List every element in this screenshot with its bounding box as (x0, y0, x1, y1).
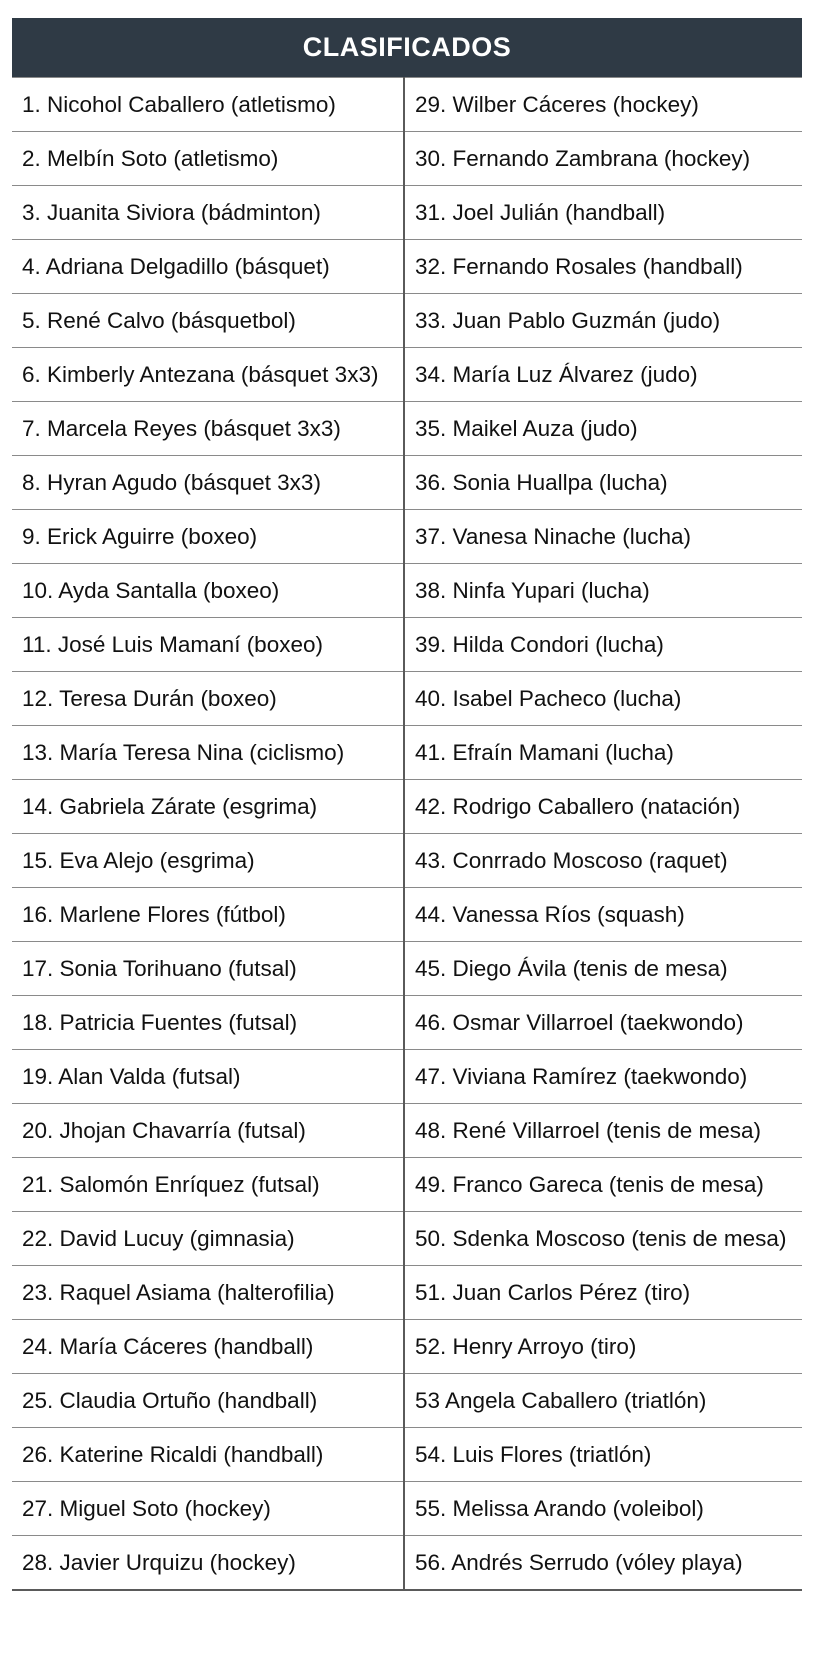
table-cell-left: 5. René Calvo (básquetbol) (12, 293, 404, 347)
table-cell-left: 11. José Luis Mamaní (boxeo) (12, 617, 404, 671)
table-cell-left: 2. Melbín Soto (atletismo) (12, 131, 404, 185)
table-cell-left: 12. Teresa Durán (boxeo) (12, 671, 404, 725)
table-body (12, 77, 802, 1591)
table-cell-left: 20. Jhojan Chavarría (futsal) (12, 1103, 404, 1157)
classified-table (12, 18, 802, 1591)
table-cell-left: 13. María Teresa Nina (ciclismo) (12, 725, 404, 779)
table-cell-left: 19. Alan Valda (futsal) (12, 1049, 404, 1103)
table-cell-right: 35. Maikel Auza (judo) (404, 401, 802, 455)
table-cell-right: 53 Angela Caballero (triatlón) (404, 1373, 802, 1427)
table-cell-right: 55. Melissa Arando (voleibol) (404, 1481, 802, 1535)
table-header (12, 18, 802, 77)
table-cell-left: 24. María Cáceres (handball) (12, 1319, 404, 1373)
table-cell-left: 25. Claudia Ortuño (handball) (12, 1373, 404, 1427)
table-cell-right: 48. René Villarroel (tenis de mesa) (404, 1103, 802, 1157)
table-cell-right: 44. Vanessa Ríos (squash) (404, 887, 802, 941)
table-cell-left: 18. Patricia Fuentes (futsal) (12, 995, 404, 1049)
table-cell-left: 16. Marlene Flores (fútbol) (12, 887, 404, 941)
table-cell-left: 3. Juanita Siviora (bádminton) (12, 185, 404, 239)
table-cell-right: 41. Efraín Mamani (lucha) (404, 725, 802, 779)
table-cell-right: 37. Vanesa Ninache (lucha) (404, 509, 802, 563)
table-cell-right: 56. Andrés Serrudo (vóley playa) (404, 1535, 802, 1589)
table-cell-right: 46. Osmar Villarroel (taekwondo) (404, 995, 802, 1049)
table-title: CLASIFICADOS (302, 32, 512, 62)
table-cell-left: 1. Nicohol Caballero (atletismo) (12, 77, 404, 131)
table-cell-right: 31. Joel Julián (handball) (404, 185, 802, 239)
table-cell-left: 14. Gabriela Zárate (esgrima) (12, 779, 404, 833)
table-cell-right: 52. Henry Arroyo (tiro) (404, 1319, 802, 1373)
table-cell-right: 54. Luis Flores (triatlón) (404, 1427, 802, 1481)
table-cell-left: 21. Salomón Enríquez (futsal) (12, 1157, 404, 1211)
table-cell-right: 33. Juan Pablo Guzmán (judo) (404, 293, 802, 347)
table-cell-left: 15. Eva Alejo (esgrima) (12, 833, 404, 887)
table-cell-right: 29. Wilber Cáceres (hockey) (404, 77, 802, 131)
table-cell-right: 32. Fernando Rosales (handball) (404, 239, 802, 293)
table-cell-right: 47. Viviana Ramírez (taekwondo) (404, 1049, 802, 1103)
table-cell-right: 51. Juan Carlos Pérez (tiro) (404, 1265, 802, 1319)
table-cell-left: 9. Erick Aguirre (boxeo) (12, 509, 404, 563)
table-cell-left: 27. Miguel Soto (hockey) (12, 1481, 404, 1535)
table-cell-left: 10. Ayda Santalla (boxeo) (12, 563, 404, 617)
table-cell-left: 17. Sonia Torihuano (futsal) (12, 941, 404, 995)
table-cell-left: 7. Marcela Reyes (básquet 3x3) (12, 401, 404, 455)
table-cell-left: 4. Adriana Delgadillo (básquet) (12, 239, 404, 293)
table-cell-right: 50. Sdenka Moscoso (tenis de mesa) (404, 1211, 802, 1265)
table-cell-right: 34. María Luz Álvarez (judo) (404, 347, 802, 401)
table-cell-left: 22. David Lucuy (gimnasia) (12, 1211, 404, 1265)
table-cell-right: 36. Sonia Huallpa (lucha) (404, 455, 802, 509)
table-cell-right: 30. Fernando Zambrana (hockey) (404, 131, 802, 185)
table-cell-right: 43. Conrrado Moscoso (raquet) (404, 833, 802, 887)
table-cell-left: 6. Kimberly Antezana (básquet 3x3) (12, 347, 404, 401)
table-cell-right: 45. Diego Ávila (tenis de mesa) (404, 941, 802, 995)
table-cell-left: 23. Raquel Asiama (halterofilia) (12, 1265, 404, 1319)
table-cell-right: 49. Franco Gareca (tenis de mesa) (404, 1157, 802, 1211)
table-cell-left: 26. Katerine Ricaldi (handball) (12, 1427, 404, 1481)
table-cell-right: 40. Isabel Pacheco (lucha) (404, 671, 802, 725)
table-cell-left: 8. Hyran Agudo (básquet 3x3) (12, 455, 404, 509)
table-cell-right: 42. Rodrigo Caballero (natación) (404, 779, 802, 833)
table-cell-right: 39. Hilda Condori (lucha) (404, 617, 802, 671)
table-cell-left: 28. Javier Urquizu (hockey) (12, 1535, 404, 1589)
table-cell-right: 38. Ninfa Yupari (lucha) (404, 563, 802, 617)
